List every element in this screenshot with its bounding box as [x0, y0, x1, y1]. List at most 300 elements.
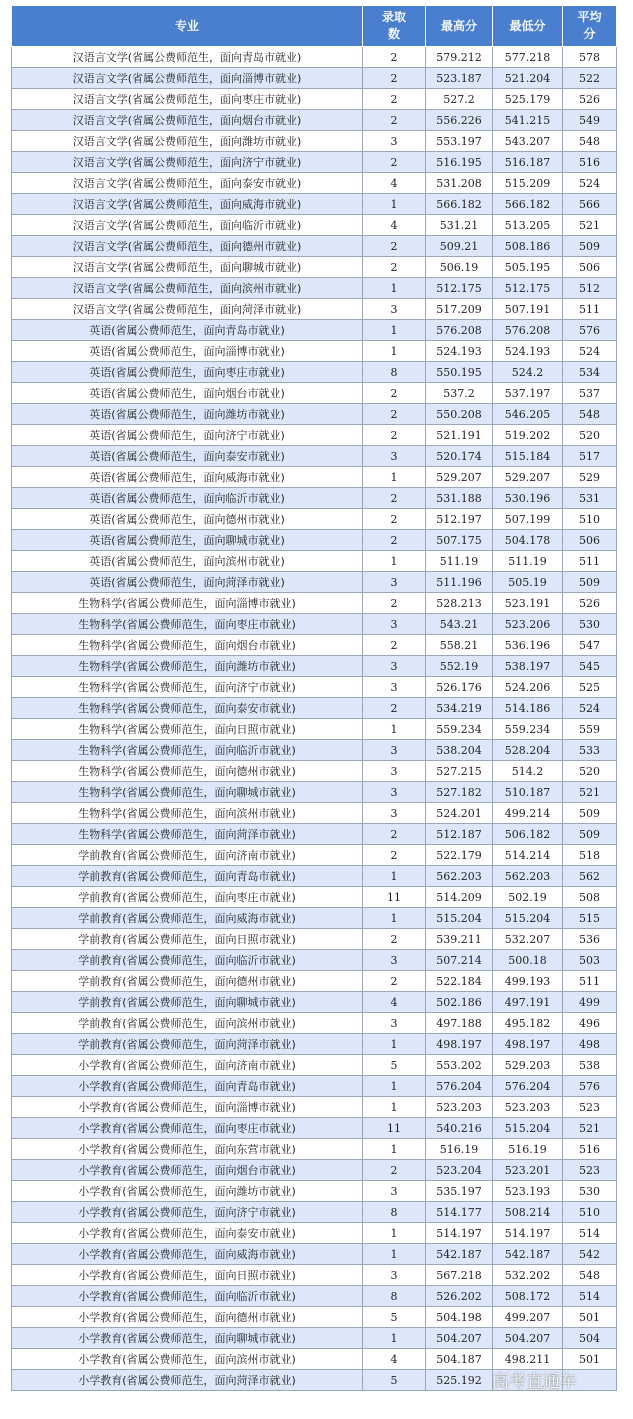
cell-min-score: 559.234: [493, 719, 563, 740]
cell-admission-count: 2: [363, 488, 426, 509]
cell-admission-count: 2: [363, 698, 426, 719]
cell-avg-score: 548: [563, 131, 617, 152]
cell-admission-count: 1: [363, 1244, 426, 1265]
cell-major: 小学教育(省属公费师范生，面向威海市就业): [12, 1244, 363, 1265]
cell-min-score: 505.19: [493, 572, 563, 593]
table-row: [12, 677, 617, 698]
cell-admission-count: 5: [363, 1370, 426, 1391]
cell-avg-score: 509: [563, 572, 617, 593]
cell-admission-count: 5: [363, 1307, 426, 1328]
cell-admission-count: 3: [363, 656, 426, 677]
cell-min-score: 576.208: [493, 320, 563, 341]
cell-avg-score: 521: [563, 215, 617, 236]
cell-min-score: 507.199: [493, 509, 563, 530]
cell-avg-score: 506: [563, 257, 617, 278]
cell-max-score: 524.193: [426, 341, 493, 362]
cell-major: 生物科学(省属公费师范生，面向临沂市就业): [12, 740, 363, 761]
cell-admission-count: 1: [363, 866, 426, 887]
cell-min-score: 516.187: [493, 152, 563, 173]
cell-admission-count: 1: [363, 320, 426, 341]
cell-major: 英语(省属公费师范生，面向德州市就业): [12, 509, 363, 530]
cell-admission-count: 3: [363, 677, 426, 698]
cell-major: 小学教育(省属公费师范生，面向德州市就业): [12, 1307, 363, 1328]
cell-max-score: 526.176: [426, 677, 493, 698]
cell-major: 生物科学(省属公费师范生，面向济宁市就业): [12, 677, 363, 698]
cell-avg-score: 516: [563, 152, 617, 173]
cell-major: 汉语言文学(省属公费师范生，面向青岛市就业): [12, 47, 363, 68]
cell-major: 小学教育(省属公费师范生，面向滨州市就业): [12, 1349, 363, 1370]
cell-admission-count: 2: [363, 404, 426, 425]
cell-avg-score: 511: [563, 551, 617, 572]
cell-min-score: 524.2: [493, 362, 563, 383]
cell-admission-count: 4: [363, 992, 426, 1013]
cell-admission-count: 2: [363, 68, 426, 89]
table-row: [12, 341, 617, 362]
cell-avg-score: 521: [563, 1118, 617, 1139]
table-row: [12, 299, 617, 320]
cell-max-score: 558.21: [426, 635, 493, 656]
cell-max-score: 504.207: [426, 1328, 493, 1349]
table-row: [12, 425, 617, 446]
cell-admission-count: 3: [363, 1013, 426, 1034]
cell-min-score: 506.182: [493, 824, 563, 845]
cell-major: 学前教育(省属公费师范生，面向威海市就业): [12, 908, 363, 929]
admission-score-table-container: [11, 5, 616, 1391]
cell-admission-count: 1: [363, 194, 426, 215]
cell-max-score: 507.214: [426, 950, 493, 971]
table-row: [12, 1265, 617, 1286]
cell-admission-count: 4: [363, 173, 426, 194]
cell-max-score: 512.175: [426, 278, 493, 299]
cell-admission-count: 3: [363, 1181, 426, 1202]
table-row: [12, 740, 617, 761]
cell-major: 学前教育(省属公费师范生，面向济南市就业): [12, 845, 363, 866]
cell-min-score: 525.179: [493, 89, 563, 110]
table-row: [12, 110, 617, 131]
cell-major: 小学教育(省属公费师范生，面向济宁市就业): [12, 1202, 363, 1223]
table-row: [12, 446, 617, 467]
cell-major: 汉语言文学(省属公费师范生，面向淄博市就业): [12, 68, 363, 89]
header-row: [12, 6, 617, 47]
table-row: [12, 362, 617, 383]
cell-min-score: 499.207: [493, 1307, 563, 1328]
table-row: [12, 908, 617, 929]
cell-major: 小学教育(省属公费师范生，面向青岛市就业): [12, 1076, 363, 1097]
cell-major: 英语(省属公费师范生，面向泰安市就业): [12, 446, 363, 467]
cell-max-score: 514.177: [426, 1202, 493, 1223]
table-row: [12, 1076, 617, 1097]
cell-min-score: 543.207: [493, 131, 563, 152]
cell-major: 生物科学(省属公费师范生，面向日照市就业): [12, 719, 363, 740]
table-row: [12, 698, 617, 719]
cell-avg-score: 514: [563, 1286, 617, 1307]
cell-min-score: 532.202: [493, 1265, 563, 1286]
table-row: [12, 467, 617, 488]
cell-min-score: 495.182: [493, 1013, 563, 1034]
cell-admission-count: 2: [363, 110, 426, 131]
cell-max-score: 540.216: [426, 1118, 493, 1139]
cell-max-score: 504.187: [426, 1349, 493, 1370]
cell-admission-count: 3: [363, 761, 426, 782]
cell-min-score: 502.19: [493, 887, 563, 908]
cell-admission-count: 3: [363, 572, 426, 593]
cell-avg-score: 510: [563, 1202, 617, 1223]
cell-max-score: 559.234: [426, 719, 493, 740]
cell-avg-score: 521: [563, 782, 617, 803]
cell-max-score: 567.218: [426, 1265, 493, 1286]
cell-max-score: 542.187: [426, 1244, 493, 1265]
cell-major: 汉语言文学(省属公费师范生，面向临沂市就业): [12, 215, 363, 236]
cell-major: 小学教育(省属公费师范生，面向泰安市就业): [12, 1223, 363, 1244]
cell-max-score: 552.19: [426, 656, 493, 677]
cell-max-score: 525.192: [426, 1370, 493, 1391]
cell-admission-count: 1: [363, 341, 426, 362]
cell-avg-score: 559: [563, 719, 617, 740]
cell-min-score: 524.193: [493, 341, 563, 362]
cell-major: 汉语言文学(省属公费师范生，面向泰安市就业): [12, 173, 363, 194]
cell-admission-count: 1: [363, 1097, 426, 1118]
table-row: [12, 68, 617, 89]
cell-max-score: 543.21: [426, 614, 493, 635]
cell-min-score: 541.215: [493, 110, 563, 131]
cell-avg-score: 501: [563, 1349, 617, 1370]
cell-avg-score: 520: [563, 761, 617, 782]
cell-major: 生物科学(省属公费师范生，面向滨州市就业): [12, 803, 363, 824]
cell-admission-count: 3: [363, 740, 426, 761]
cell-min-score: 523.191: [493, 593, 563, 614]
table-row: [12, 761, 617, 782]
cell-min-score: 498.197: [493, 1034, 563, 1055]
cell-major: 学前教育(省属公费师范生，面向滨州市就业): [12, 1013, 363, 1034]
cell-admission-count: 2: [363, 89, 426, 110]
cell-admission-count: 3: [363, 782, 426, 803]
cell-avg-score: 530: [563, 1181, 617, 1202]
cell-admission-count: 11: [363, 887, 426, 908]
cell-avg-score: 498: [563, 1034, 617, 1055]
admission-score-table: [11, 5, 617, 1391]
cell-min-score: 577.218: [493, 47, 563, 68]
cell-admission-count: 1: [363, 467, 426, 488]
cell-min-score: 500.18: [493, 950, 563, 971]
cell-max-score: 529.207: [426, 467, 493, 488]
cell-major: 小学教育(省属公费师范生，面向枣庄市就业): [12, 1118, 363, 1139]
table-row: [12, 719, 617, 740]
cell-min-score: 523.206: [493, 614, 563, 635]
table-row: [12, 656, 617, 677]
cell-avg-score: 536: [563, 929, 617, 950]
cell-max-score: 550.208: [426, 404, 493, 425]
cell-max-score: 539.211: [426, 929, 493, 950]
table-row: [12, 782, 617, 803]
cell-major: 小学教育(省属公费师范生，面向菏泽市就业): [12, 1370, 363, 1391]
cell-avg-score: 511: [563, 299, 617, 320]
cell-avg-score: 542: [563, 1244, 617, 1265]
header-avg-score: [563, 6, 617, 47]
cell-major: 学前教育(省属公费师范生，面向德州市就业): [12, 971, 363, 992]
cell-min-score: 542.187: [493, 1244, 563, 1265]
cell-max-score: 516.19: [426, 1139, 493, 1160]
cell-max-score: 504.198: [426, 1307, 493, 1328]
table-row: [12, 530, 617, 551]
cell-min-score: 524.206: [493, 677, 563, 698]
table-row: [12, 173, 617, 194]
cell-major: 汉语言文学(省属公费师范生，面向济宁市就业): [12, 152, 363, 173]
cell-avg-score: 514: [563, 1223, 617, 1244]
cell-max-score: 502.186: [426, 992, 493, 1013]
cell-admission-count: 2: [363, 824, 426, 845]
cell-min-score: 511.19: [493, 551, 563, 572]
cell-min-score: 515.204: [493, 1118, 563, 1139]
cell-admission-count: 3: [363, 950, 426, 971]
cell-avg-score: 496: [563, 1013, 617, 1034]
table-row: [12, 803, 617, 824]
cell-major: 英语(省属公费师范生，面向青岛市就业): [12, 320, 363, 341]
cell-max-score: 507.175: [426, 530, 493, 551]
cell-major: 小学教育(省属公费师范生，面向日照市就业): [12, 1265, 363, 1286]
cell-avg-score: 524: [563, 341, 617, 362]
cell-admission-count: 1: [363, 551, 426, 572]
cell-min-score: 499.214: [493, 803, 563, 824]
cell-max-score: 579.212: [426, 47, 493, 68]
cell-major: 小学教育(省属公费师范生，面向潍坊市就业): [12, 1181, 363, 1202]
cell-major: 汉语言文学(省属公费师范生，面向威海市就业): [12, 194, 363, 215]
cell-major: 学前教育(省属公费师范生，面向枣庄市就业): [12, 887, 363, 908]
cell-max-score: 566.182: [426, 194, 493, 215]
cell-max-score: 553.202: [426, 1055, 493, 1076]
table-row: [12, 1055, 617, 1076]
table-row: [12, 866, 617, 887]
cell-admission-count: 2: [363, 971, 426, 992]
cell-avg-score: 538: [563, 1055, 617, 1076]
cell-major: 小学教育(省属公费师范生，面向济南市就业): [12, 1055, 363, 1076]
cell-min-score: 507.191: [493, 299, 563, 320]
table-row: [12, 1034, 617, 1055]
cell-min-score: 523.203: [493, 1097, 563, 1118]
table-row: [12, 1097, 617, 1118]
cell-min-score: 504.178: [493, 530, 563, 551]
cell-max-score: 576.208: [426, 320, 493, 341]
table-row: [12, 152, 617, 173]
table-row: [12, 383, 617, 404]
cell-max-score: 515.204: [426, 908, 493, 929]
table-header: [12, 6, 617, 47]
cell-avg-score: 523: [563, 1097, 617, 1118]
cell-admission-count: 2: [363, 845, 426, 866]
cell-max-score: 531.188: [426, 488, 493, 509]
cell-max-score: 531.21: [426, 215, 493, 236]
table-row: [12, 1181, 617, 1202]
cell-min-score: 508.172: [493, 1286, 563, 1307]
cell-admission-count: 1: [363, 1328, 426, 1349]
table-row: [12, 950, 617, 971]
cell-avg-score: 509: [563, 803, 617, 824]
cell-max-score: 562.203: [426, 866, 493, 887]
cell-max-score: 524.201: [426, 803, 493, 824]
table-row: [12, 551, 617, 572]
header-major: 专业: [12, 6, 363, 47]
cell-min-score: 505.195: [493, 257, 563, 278]
table-row: [12, 131, 617, 152]
cell-avg-score: 549: [563, 110, 617, 131]
table-row: [12, 1286, 617, 1307]
cell-min-score: 514.214: [493, 845, 563, 866]
cell-min-score: 528.204: [493, 740, 563, 761]
cell-avg-score: 533: [563, 740, 617, 761]
cell-major: 汉语言文学(省属公费师范生，面向潍坊市就业): [12, 131, 363, 152]
cell-admission-count: 3: [363, 299, 426, 320]
table-row: [12, 992, 617, 1013]
cell-admission-count: 8: [363, 362, 426, 383]
table-row: [12, 1160, 617, 1181]
cell-major: 生物科学(省属公费师范生，面向淄博市就业): [12, 593, 363, 614]
cell-avg-score: 576: [563, 320, 617, 341]
table-row: [12, 236, 617, 257]
cell-admission-count: 3: [363, 446, 426, 467]
cell-major: 学前教育(省属公费师范生，面向临沂市就业): [12, 950, 363, 971]
cell-major: 小学教育(省属公费师范生，面向聊城市就业): [12, 1328, 363, 1349]
cell-min-score: 514.2: [493, 761, 563, 782]
cell-max-score: 534.219: [426, 698, 493, 719]
cell-admission-count: 5: [363, 1055, 426, 1076]
cell-avg-score: 548: [563, 404, 617, 425]
table-row: [12, 1118, 617, 1139]
cell-admission-count: 8: [363, 1202, 426, 1223]
cell-avg-score: 526: [563, 593, 617, 614]
cell-admission-count: 2: [363, 383, 426, 404]
cell-min-score: 562.203: [493, 866, 563, 887]
cell-min-score: 521.204: [493, 68, 563, 89]
cell-admission-count: 2: [363, 236, 426, 257]
cell-min-score: 576.204: [493, 1076, 563, 1097]
cell-max-score: 497.188: [426, 1013, 493, 1034]
cell-avg-score: 516: [563, 1139, 617, 1160]
cell-admission-count: 2: [363, 47, 426, 68]
cell-avg-score: 529: [563, 467, 617, 488]
cell-admission-count: 3: [363, 614, 426, 635]
cell-max-score: 537.2: [426, 383, 493, 404]
cell-admission-count: 2: [363, 929, 426, 950]
table-body: [12, 47, 617, 1391]
cell-avg-score: 508: [563, 887, 617, 908]
cell-major: 汉语言文学(省属公费师范生，面向枣庄市就业): [12, 89, 363, 110]
cell-avg-score: 503: [563, 950, 617, 971]
cell-min-score: 532.207: [493, 929, 563, 950]
cell-major: 汉语言文学(省属公费师范生，面向菏泽市就业): [12, 299, 363, 320]
cell-min-score: 530.196: [493, 488, 563, 509]
cell-major: 小学教育(省属公费师范生，面向临沂市就业): [12, 1286, 363, 1307]
cell-min-score: 497.191: [493, 992, 563, 1013]
cell-min-score: 508.214: [493, 1202, 563, 1223]
cell-max-score: 535.197: [426, 1181, 493, 1202]
cell-avg-score: 524: [563, 698, 617, 719]
cell-admission-count: 1: [363, 1139, 426, 1160]
cell-max-score: 527.215: [426, 761, 493, 782]
table-row: [12, 278, 617, 299]
cell-avg-score: 509: [563, 236, 617, 257]
cell-max-score: 514.209: [426, 887, 493, 908]
table-row: [12, 194, 617, 215]
cell-min-score: 514.197: [493, 1223, 563, 1244]
cell-avg-score: 522: [563, 68, 617, 89]
cell-major: 生物科学(省属公费师范生，面向菏泽市就业): [12, 824, 363, 845]
table-row: [12, 257, 617, 278]
cell-avg-score: 517: [563, 446, 617, 467]
table-row: [12, 614, 617, 635]
cell-admission-count: 11: [363, 1118, 426, 1139]
cell-major: 英语(省属公费师范生，面向菏泽市就业): [12, 572, 363, 593]
cell-major: 英语(省属公费师范生，面向聊城市就业): [12, 530, 363, 551]
cell-min-score: 519.202: [493, 425, 563, 446]
cell-major: 汉语言文学(省属公费师范生，面向聊城市就业): [12, 257, 363, 278]
cell-avg-score: 520: [563, 425, 617, 446]
cell-max-score: 527.2: [426, 89, 493, 110]
cell-admission-count: 1: [363, 1034, 426, 1055]
table-row: [12, 824, 617, 845]
cell-major: 英语(省属公费师范生，面向威海市就业): [12, 467, 363, 488]
cell-avg-score: 499: [563, 992, 617, 1013]
cell-avg-score: 566: [563, 194, 617, 215]
cell-major: 学前教育(省属公费师范生，面向聊城市就业): [12, 992, 363, 1013]
table-row: [12, 488, 617, 509]
cell-min-score: 514.186: [493, 698, 563, 719]
cell-admission-count: 1: [363, 908, 426, 929]
cell-avg-score: 526: [563, 89, 617, 110]
cell-major: 英语(省属公费师范生，面向临沂市就业): [12, 488, 363, 509]
cell-admission-count: 1: [363, 278, 426, 299]
cell-avg-score: 531: [563, 488, 617, 509]
cell-major: 生物科学(省属公费师范生，面向潍坊市就业): [12, 656, 363, 677]
header-avg-score-label: 平均分: [577, 10, 602, 41]
cell-max-score: 576.204: [426, 1076, 493, 1097]
cell-min-score: 512.175: [493, 278, 563, 299]
table-row: [12, 845, 617, 866]
cell-max-score: 556.226: [426, 110, 493, 131]
cell-max-score: 521.191: [426, 425, 493, 446]
cell-max-score: 498.197: [426, 1034, 493, 1055]
cell-admission-count: 2: [363, 152, 426, 173]
table-row: [12, 887, 617, 908]
cell-avg-score: 530: [563, 614, 617, 635]
table-row: [12, 572, 617, 593]
cell-min-score: 536.196: [493, 635, 563, 656]
cell-admission-count: 3: [363, 803, 426, 824]
cell-avg-score: 578: [563, 47, 617, 68]
cell-major: 英语(省属公费师范生，面向淄博市就业): [12, 341, 363, 362]
cell-major: 学前教育(省属公费师范生，面向青岛市就业): [12, 866, 363, 887]
cell-avg-score: 512: [563, 278, 617, 299]
cell-avg-score: 534: [563, 362, 617, 383]
cell-major: 英语(省属公费师范生，面向潍坊市就业): [12, 404, 363, 425]
cell-max-score: 509.21: [426, 236, 493, 257]
cell-min-score: 516.19: [493, 1139, 563, 1160]
cell-avg-score: 515: [563, 908, 617, 929]
cell-max-score: 517.209: [426, 299, 493, 320]
cell-avg-score: 504: [563, 1328, 617, 1349]
table-row: [12, 89, 617, 110]
cell-min-score: 515.204: [493, 908, 563, 929]
cell-max-score: 522.184: [426, 971, 493, 992]
cell-major: 小学教育(省属公费师范生，面向东营市就业): [12, 1139, 363, 1160]
cell-admission-count: 3: [363, 131, 426, 152]
cell-max-score: 520.174: [426, 446, 493, 467]
cell-major: 英语(省属公费师范生，面向滨州市就业): [12, 551, 363, 572]
cell-avg-score: 562: [563, 866, 617, 887]
table-row: [12, 1244, 617, 1265]
cell-major: 学前教育(省属公费师范生，面向日照市就业): [12, 929, 363, 950]
cell-admission-count: 2: [363, 593, 426, 614]
cell-major: 生物科学(省属公费师范生，面向枣庄市就业): [12, 614, 363, 635]
cell-max-score: 516.195: [426, 152, 493, 173]
